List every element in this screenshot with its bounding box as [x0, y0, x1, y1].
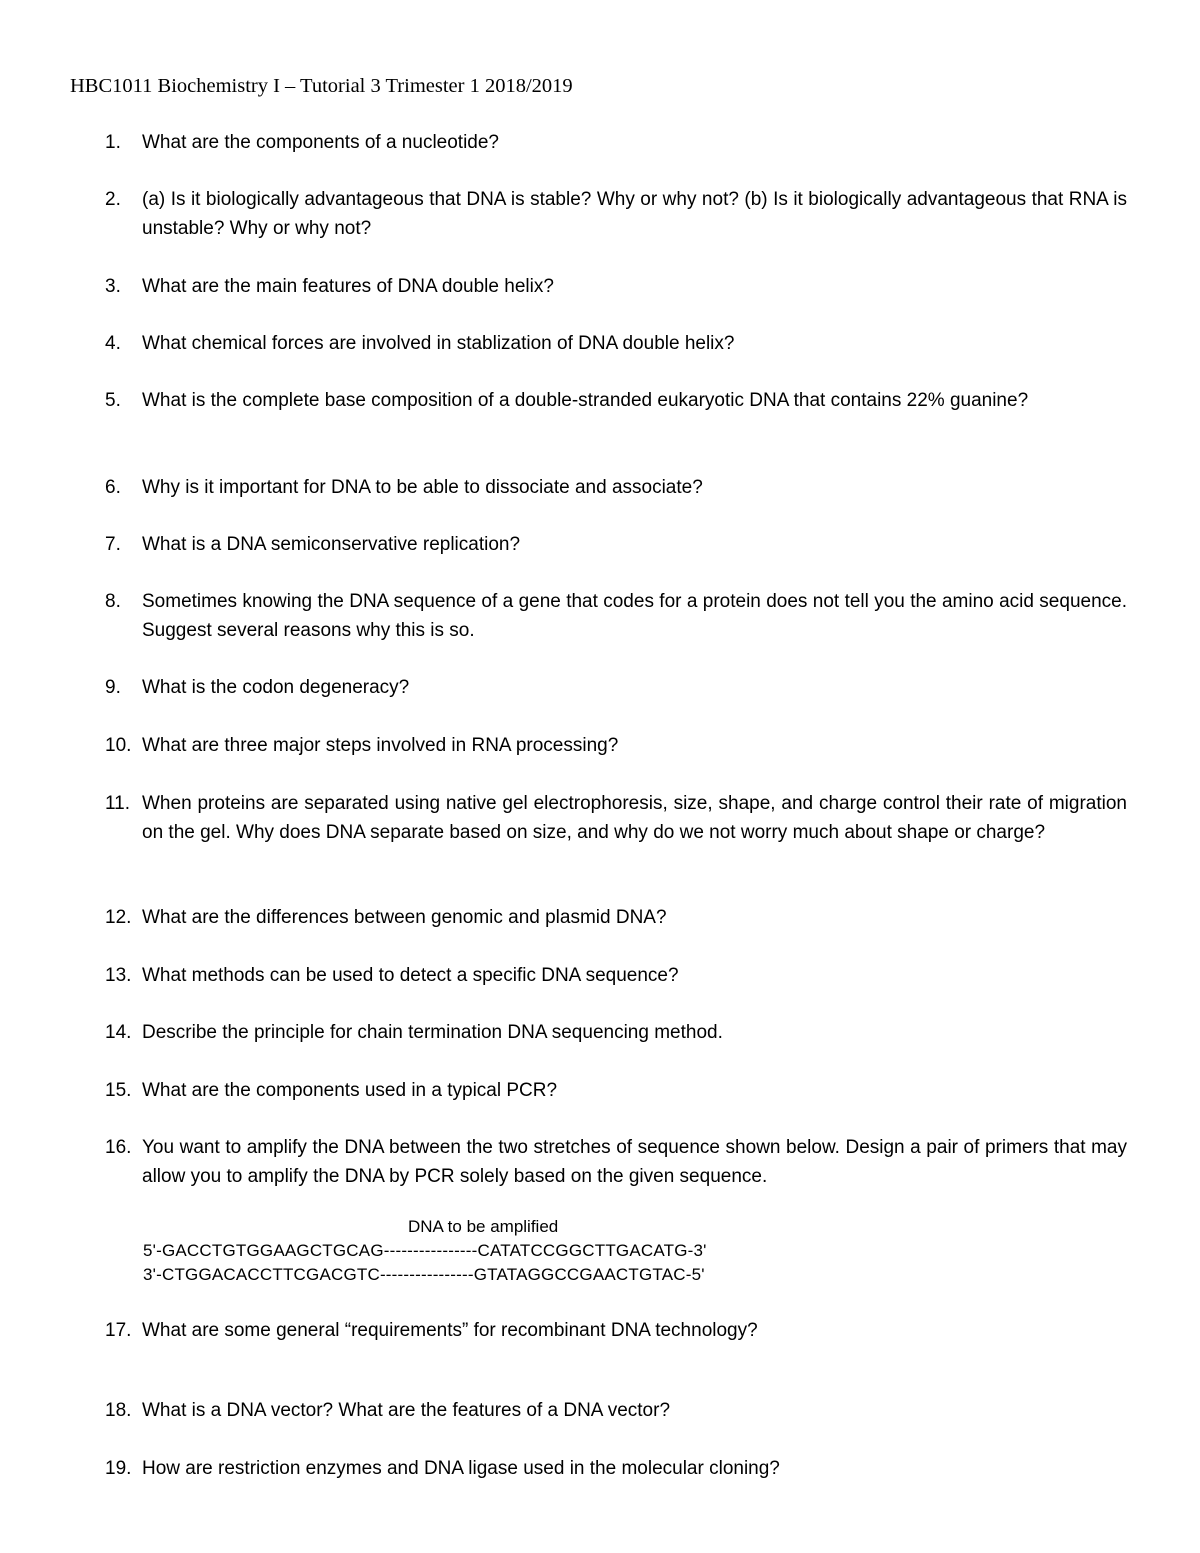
question-number: 17.	[105, 1320, 132, 1341]
top-strand: 5'-GACCTGTGGAAGCTGCAG----------------CATATCCGGCTTGACATG-3'	[143, 1241, 707, 1260]
question-2	[105, 185, 1127, 243]
question-text: How are restriction enzymes and DNA ligase used in the molecular cloning?	[142, 1458, 780, 1479]
question-text: When proteins are separated using native gel electrophoresis, size, shape, and charge control their rate of migration on the gel. Why does DNA separate based on size, and why do we not worry much about shape or charge?	[142, 793, 1127, 843]
question-number: 6.	[105, 477, 121, 498]
question-text: What is the complete base composition of a double-stranded eukaryotic DNA that contains 22% guanine?	[142, 390, 1029, 411]
question-text: What is the codon degeneracy?	[142, 677, 410, 698]
question-text: Why is it important for DNA to be able to dissociate and associate?	[142, 477, 703, 498]
question-text: What are the components of a nucleotide?	[142, 132, 500, 153]
question-number: 10.	[105, 735, 132, 756]
question-number: 11.	[105, 793, 131, 814]
question-number: 1.	[105, 132, 121, 153]
question-text: What are three major steps involved in RNA processing?	[142, 735, 619, 756]
question-number: 13.	[105, 965, 132, 986]
question-4	[105, 329, 1127, 358]
question-7	[105, 530, 1127, 559]
question-number: 4.	[105, 333, 121, 354]
question-19	[105, 1454, 1127, 1483]
question-12	[105, 903, 1127, 932]
question-11	[105, 789, 1127, 847]
question-9	[105, 673, 1127, 702]
question-text: Describe the principle for chain termination DNA sequencing method.	[142, 1022, 723, 1043]
question-6	[105, 473, 1127, 502]
question-text: What is a DNA vector? What are the features of a DNA vector?	[142, 1400, 671, 1421]
question-number: 5.	[105, 390, 121, 411]
sequence-caption: DNA to be amplified	[408, 1217, 559, 1236]
question-number: 16.	[105, 1137, 132, 1158]
question-number: 9.	[105, 677, 121, 698]
question-text: What is a DNA semiconservative replication?	[142, 534, 521, 555]
question-text: (a) Is it biologically advantageous that DNA is stable? Why or why not? (b) Is it biologically advantageous that RNA is unstable? Why or why not?	[142, 189, 1127, 239]
question-text: What methods can be used to detect a specific DNA sequence?	[142, 965, 679, 986]
question-text: Sometimes knowing the DNA sequence of a gene that codes for a protein does not tell you the amino acid sequence. Suggest several reasons why this is so.	[142, 591, 1127, 641]
question-16	[105, 1133, 1127, 1191]
question-text: What chemical forces are involved in stablization of DNA double helix?	[142, 333, 735, 354]
question-18	[105, 1396, 1127, 1425]
question-number: 14.	[105, 1022, 132, 1043]
document-title: HBC1011 Biochemistry I – Tutorial 3 Trimester 1 2018/2019	[70, 75, 573, 97]
question-text: What are the main features of DNA double helix?	[142, 276, 554, 297]
question-number: 7.	[105, 534, 121, 555]
question-13	[105, 961, 1127, 990]
question-10	[105, 731, 1127, 760]
question-17	[105, 1316, 1127, 1345]
question-text: What are the differences between genomic and plasmid DNA?	[142, 907, 667, 928]
question-text: What are some general “requirements” for recombinant DNA technology?	[142, 1320, 758, 1341]
bottom-strand: 3'-CTGGACACCTTCGACGTC----------------GTATAGGCCGAACTGTAC-5'	[143, 1265, 705, 1284]
question-14	[105, 1018, 1127, 1047]
question-number: 2.	[105, 189, 121, 210]
question-8	[105, 587, 1127, 645]
question-15	[105, 1076, 1127, 1105]
question-text: What are the components used in a typical PCR?	[142, 1080, 558, 1101]
question-number: 19.	[105, 1458, 132, 1479]
question-1	[105, 128, 1127, 157]
question-number: 8.	[105, 591, 121, 612]
question-5	[105, 386, 1127, 415]
question-text: You want to amplify the DNA between the two stretches of sequence shown below. Design a pair of primers that may allow you to amplify the DNA by PCR solely based on the given sequence.	[142, 1137, 1127, 1187]
question-3	[105, 272, 1127, 301]
question-number: 3.	[105, 276, 121, 297]
question-number: 15.	[105, 1080, 132, 1101]
question-number: 18.	[105, 1400, 132, 1421]
question-number: 12.	[105, 907, 132, 928]
